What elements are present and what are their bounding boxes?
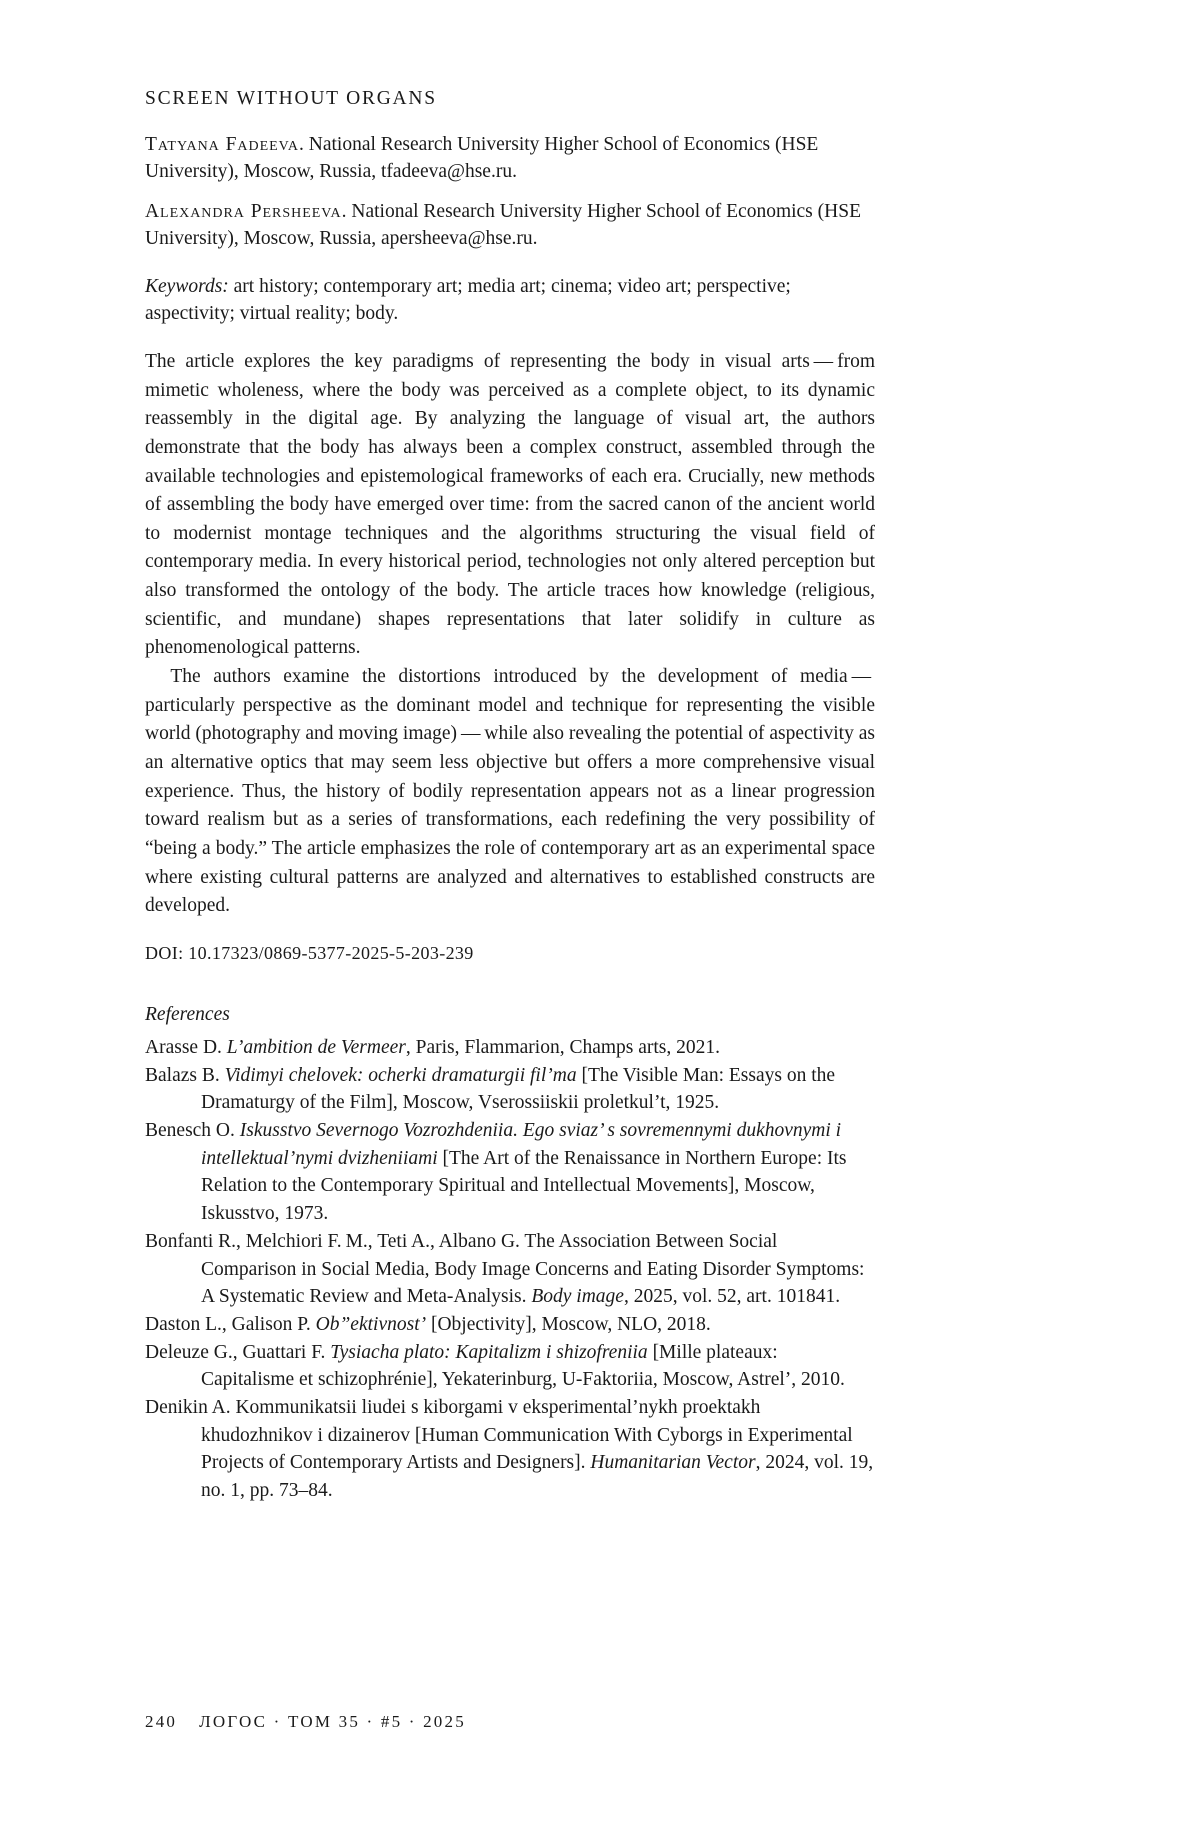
author-name-2: Alexandra Persheeva	[145, 201, 342, 223]
list-item: Benesch O. Iskusstvo Severnogo Vozrozhdeniia. Ego sviaz’ s sovremennymi dukhovnymi i intellektual’nymi dvizheniiami [The Art of the Renaissance in Northern Europe: Its Relation to the Contemporary Spiritual and Intellectual Movements], Moscow, Iskusstvo, 1973.	[145, 1120, 847, 1225]
doi: DOI: 10.17323/0869-5377-2025-5-203-239	[145, 943, 474, 963]
list-item: Balazs B. Vidimyi chelovek: ocherki dramaturgii fil’ma [The Visible Man: Essays on the Dramaturgy of the Film], Moscow, Vserossiiskii proletkul’t, 1925.	[145, 1064, 836, 1114]
references-list	[145, 1034, 875, 1505]
author-name-1: Tatyana Fadeeva	[145, 134, 299, 155]
keywords-label: Keywords:	[145, 276, 229, 298]
author-affiliation-2	[145, 199, 875, 252]
author-affiliation-text-2: . National Research University Higher School of Economics (HSE University), Moscow, Russia, apersheeva@hse.ru.	[145, 201, 861, 249]
list-item: Bonfanti R., Melchiori F. M., Teti A., Albano G. The Association Between Social Comparison in Social Media, Body Image Concerns and Eating Disorder Symptoms: A Systematic Review and Meta-Analysis. Body image, 2025, vol. 52, art. 101841.	[145, 1230, 865, 1308]
keywords-text: art history; contemporary art; media art; cinema; video art; perspective; aspectivity; virtual reality; body.	[145, 276, 791, 324]
page-number: 240	[145, 1712, 178, 1731]
list-item: Denikin A. Kommunikatsii liudei s kiborgami v eksperimental’nykh proektakh khudozhnikov i dizainerov [Human Communication With Cyborgs in Experimental Projects of Contemporary Artists and Designers]. Humanitarian Vector, 2024, vol. 19, no. 1, pp. 73–84.	[145, 1396, 874, 1501]
article-page	[145, 88, 875, 1505]
list-item: Daston L., Galison P. Ob”ektivnost’ [Objectivity], Moscow, NLO, 2018.	[145, 1313, 711, 1335]
abstract-paragraph-2: The authors examine the distortions introduced by the development of media — particularly perspective as the dominant model and technique for representing the visible world (photography and moving image) — while also revealing the potential of aspectivity as an alternative optics that may seem less objective but offers a more comprehensive visual experience. Thus, the history of bodily representation appears not as a linear progression toward realism but as a series of transformations, each redefining the very possibility of “being a body.” The article emphasizes the role of contemporary art as an experimental space where existing cultural patterns are analyzed and alternatives to established constructs are developed.	[145, 666, 875, 917]
journal-line: ЛОГОС · ТОМ 35 · #5 · 2025	[199, 1712, 466, 1731]
references-heading: References	[145, 1004, 230, 1025]
author-affiliation-text-1: . National Research University Higher School of Economics (HSE University), Moscow, Russia, tfadeeva@hse.ru.	[145, 134, 819, 182]
author-affiliation-1	[145, 132, 875, 185]
abstract-paragraph-1: The article explores the key paradigms of representing the body in visual arts — from mimetic wholeness, where the body was perceived as a complete object, to its dynamic reassembly in the digital age. By analyzing the language of visual art, the authors demonstrate that the body has always been a complex construct, assembled through the available technologies and epistemological frameworks of each era. Crucially, new methods of assembling the body have emerged over time: from the sacred canon of the ancient world to modernist montage techniques and the algorithms structuring the visual field of contemporary media. In every historical period, technologies not only altered perception but also transformed the ontology of the body. The article traces how knowledge (religious, scientific, and mundane) shapes representations that later solidify in culture as phenomenological patterns.	[145, 350, 875, 659]
list-item: Deleuze G., Guattari F. Tysiacha plato: Kapitalizm i shizofreniia [Mille plateaux: Capitalisme et schizophrénie], Yekaterinburg, U-Faktoriia, Moscow, Astrel’, 2010.	[145, 1341, 845, 1391]
page-footer	[145, 1712, 466, 1732]
abstract	[145, 348, 875, 921]
keywords-block	[145, 274, 875, 328]
list-item: Arasse D. L’ambition de Vermeer, Paris, Flammarion, Champs arts, 2021.	[145, 1037, 721, 1058]
running-title: SCREEN WITHOUT ORGANS	[145, 88, 437, 109]
